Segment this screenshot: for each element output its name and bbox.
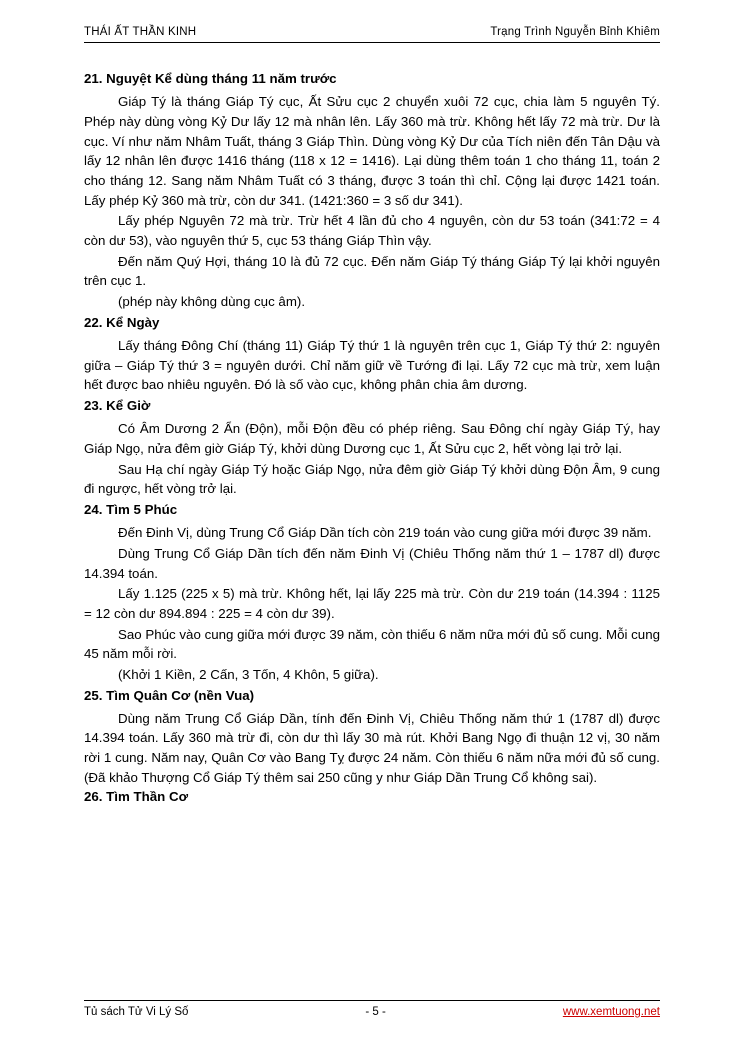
paragraph: Sau Hạ chí ngày Giáp Tý hoặc Giáp Ngọ, nửa đêm giờ Giáp Tý khởi dùng Độn Âm, 9 cung đi ngược, hết vòng trở lại. [84,461,660,497]
section-heading-21: 21. Nguyệt Kể dùng tháng 11 năm trước [84,71,337,86]
page-content [84,26,660,811]
section-heading-24: 24. Tìm 5 Phúc [84,501,178,517]
section-heading-22: 22. Kể Ngày [84,314,160,330]
section-heading-23: 23. Kể Giờ [84,397,151,413]
footer-publisher: Tủ sách Tử Vi Lý Số [84,1006,189,1018]
paragraph: Dùng năm Trung Cổ Giáp Dần, tính đến Đinh Vị, Chiêu Thống năm thứ 1 (1787 dl) được 14.394 toán. Lấy 360 mà trừ đi, còn dư thì lấy 30 mà rút. Khởi Bang Ngọ đi thuận 12 vị, 30 năm rời 1 cung. Năm nay, Quân Cơ vào Bang Tỵ được 24 năm. Còn thiếu 6 năm nữa mới đủ số cung. (Đã khảo Thượng Cổ Giáp Tý thêm sai 250 cũng y như Giáp Dần Trung Cổ không sai). [84,710,660,785]
footer-page-number: - 5 - [365,1006,386,1018]
paragraph: Đến năm Quý Hợi, tháng 10 là đủ 72 cục. Đến năm Giáp Tý tháng Giáp Tý lại khởi nguyên trên cục 1. [84,253,660,289]
page-footer [84,1000,660,1018]
header-divider [84,42,660,43]
document-body [84,69,660,807]
paragraph: Đến Đinh Vị, dùng Trung Cổ Giáp Dần tích còn 219 toán vào cung giữa mới được 39 năm. [118,525,652,541]
page-header [84,26,660,42]
section-heading-26: 26. Tìm Thần Cơ [84,789,189,805]
paragraph: Lấy phép Nguyên 72 mà trừ. Trừ hết 4 lần đủ cho 4 nguyên, còn dư 53 toán (341:72 = 4 còn dư 53), vào nguyên thứ 5, cục 53 tháng Giáp Thìn vậy. [84,213,660,248]
header-book-title: THÁI ẤT THẦN KINH [84,26,197,38]
paragraph: Dùng Trung Cổ Giáp Dần tích đến năm Đinh Vị (Chiêu Thống năm thứ 1 – 1787 dl) được 14.394 toán. [84,545,660,581]
footer-website-link[interactable]: www.xemtuong.net [562,1006,660,1018]
paragraph: Lấy tháng Đông Chí (tháng 11) Giáp Tý thứ 1 là nguyên trên cục 1, Giáp Tý thứ 2: nguyên giữa – Giáp Tý thứ 3 = nguyên dưới. Chỉ năm giữ về Tướng đi lại. Lấy 72 cục mà trừ, xem luận hết được bao nhiêu nguyên. Đó là số vào cục, không phân chia âm dương. [84,337,660,393]
paragraph: Lấy 1.125 (225 x 5) mà trừ. Không hết, lại lấy 225 mà trừ. Còn dư 219 toán (14.394 : 1125 = 12 còn dư 894.894 : 225 = 4 còn dư 39). [84,586,660,621]
header-author: Trạng Trình Nguyễn Bỉnh Khiêm [490,26,660,38]
paragraph: (phép này không dùng cục âm). [118,293,306,309]
paragraph: Giáp Tý là tháng Giáp Tý cục, Ất Sửu cục 2 chuyển xuôi 72 cục, chia làm 5 nguyên Tý. Phép này dùng vòng Kỷ Dư lấy 12 mà nhân lên. Lấy 360 mà trừ. Không hết lấy 72 mà trừ. Dư là cục. Ví như năm Nhâm Tuất, tháng 3 Giáp Thìn. Dùng vòng Kỷ Dư của Tích niên đến Tân Dậu và lấy 12 nhân lên được 1416 tháng (118 x 12 = 1416). Lại dùng thêm toán 1 cho tháng 11, toán 2 cho tháng 12. Sang năm Nhâm Tuất có 3 tháng, được 3 toán thì chỉ. Cộng lại được 1421 toán. Lấy phép Kỷ 360 mà trừ, còn dư 341. (1421:360 = 3 số dư 341). [84,94,660,208]
paragraph: (Khởi 1 Kiền, 2 Cấn, 3 Tốn, 4 Khôn, 5 giữa). [118,666,379,682]
section-heading-25: 25. Tìm Quân Cơ (nền Vua) [84,687,255,703]
paragraph: Có Âm Dương 2 Ẩn (Độn), mỗi Độn đều có phép riêng. Sau Đông chí ngày Giáp Tý, hay Giáp Ngọ, nửa đêm giờ Giáp Tý, khởi dùng Dương cục 1, Ất Sửu cục 2, hết vòng lại trở lại. [84,421,660,456]
paragraph: Sao Phúc vào cung giữa mới được 39 năm, còn thiếu 6 năm nữa mới đủ số cung. Mỗi cung 45 năm mỗi rời. [84,626,660,662]
